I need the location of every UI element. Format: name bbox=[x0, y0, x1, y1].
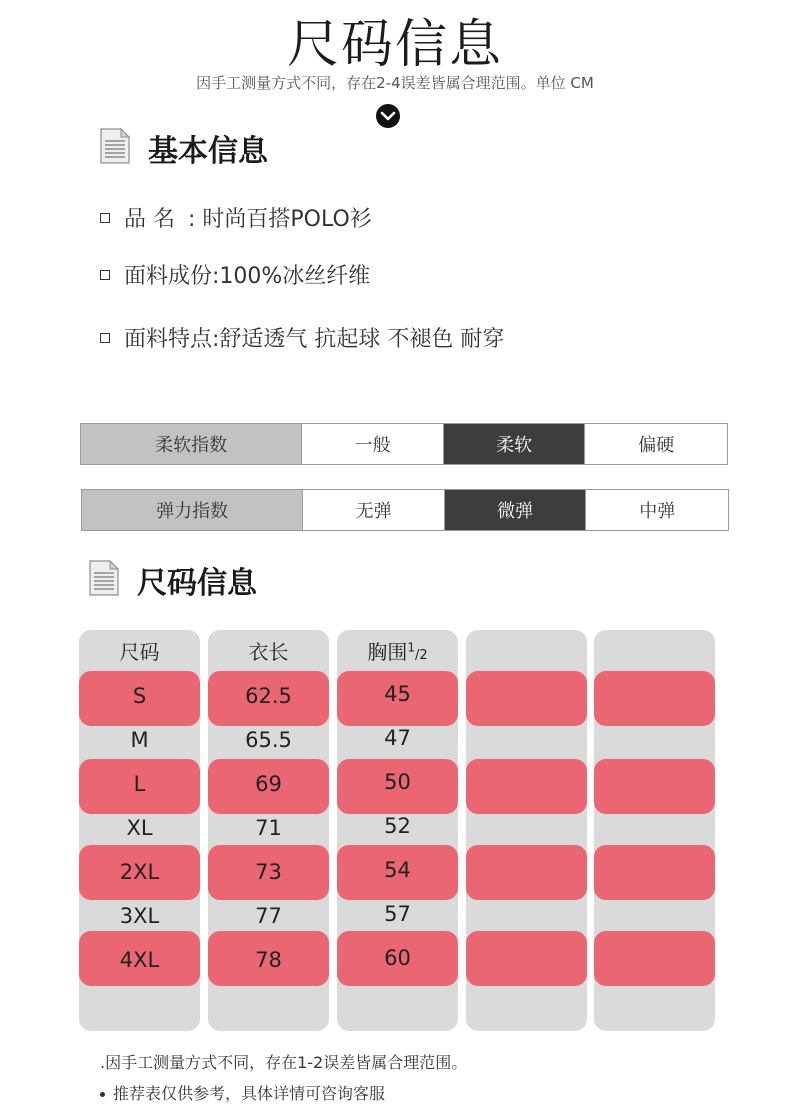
size-value: S bbox=[132, 684, 147, 708]
chest-value: 60 bbox=[384, 946, 411, 970]
length-column bbox=[208, 630, 329, 1031]
size-value: 3XL bbox=[119, 904, 160, 928]
length-value: 71 bbox=[255, 816, 282, 840]
size-column bbox=[79, 630, 200, 1031]
chest-value: 47 bbox=[384, 726, 411, 750]
chest-fraction-num: 1 bbox=[407, 640, 415, 655]
bullet-square-icon bbox=[100, 213, 110, 223]
highlight-band bbox=[466, 845, 587, 900]
elasticity-option-medium: 中弹 bbox=[639, 501, 676, 522]
chest-value: 52 bbox=[384, 814, 411, 838]
elasticity-option-none: 无弹 bbox=[303, 490, 445, 530]
softness-option-hard: 偏硬 bbox=[638, 435, 675, 456]
bullet-square-icon bbox=[100, 270, 110, 280]
elasticity-label: 弹力指数 bbox=[82, 490, 303, 530]
product-key-char-2: 名 bbox=[153, 207, 176, 232]
features-text: 面料特点:舒适透气 抗起球 不褪色 耐穿 bbox=[124, 327, 505, 352]
length-value: 77 bbox=[255, 904, 282, 928]
highlight-band bbox=[466, 759, 587, 814]
softness-option-normal: 一般 bbox=[302, 424, 444, 464]
chest-value: 45 bbox=[384, 682, 411, 706]
bullet-square-icon bbox=[100, 333, 110, 343]
highlight-band bbox=[466, 671, 587, 726]
length-column-header: 衣长 bbox=[248, 640, 289, 664]
highlight-band bbox=[466, 931, 587, 986]
length-value: 73 bbox=[255, 860, 282, 884]
product-name-row bbox=[100, 202, 372, 233]
recommendation-note bbox=[100, 1081, 385, 1104]
size-value: M bbox=[130, 728, 149, 752]
features-row bbox=[100, 322, 504, 353]
product-name-key bbox=[124, 202, 188, 233]
document-icon bbox=[100, 128, 130, 164]
chest-fraction-den: /2 bbox=[414, 648, 428, 663]
measurement-subtitle: 因手工测量方式不同，存在2-4误差皆属合理范围。单位 CM bbox=[196, 74, 594, 92]
size-column-header: 尺码 bbox=[119, 640, 160, 664]
chest-value: 50 bbox=[384, 770, 411, 794]
highlight-band bbox=[594, 759, 715, 814]
softness-scale bbox=[80, 423, 728, 465]
size-value: L bbox=[133, 772, 146, 796]
measurement-note: .因手工测量方式不同，存在1-2误差皆属合理范围。 bbox=[100, 1053, 468, 1072]
fabric-text: 面料成份:100%冰丝纤维 bbox=[124, 264, 371, 289]
bullet-dot-icon bbox=[100, 1092, 105, 1097]
product-key-char-1: 品 bbox=[124, 207, 147, 232]
basic-info-title: 基本信息 bbox=[148, 134, 268, 169]
chest-value: 57 bbox=[384, 902, 411, 926]
fabric-row bbox=[100, 259, 370, 290]
chest-value: 54 bbox=[384, 858, 411, 882]
chest-column bbox=[337, 630, 458, 1031]
length-value: 69 bbox=[255, 772, 282, 796]
highlight-band bbox=[594, 671, 715, 726]
softness-option-soft: 柔软 bbox=[444, 424, 586, 464]
softness-label: 柔软指数 bbox=[81, 424, 302, 464]
length-value: 65.5 bbox=[245, 728, 292, 752]
empty-column-1 bbox=[466, 630, 587, 1031]
empty-column-2 bbox=[594, 630, 715, 1031]
chevron-down-icon bbox=[376, 104, 400, 128]
length-value: 62.5 bbox=[245, 684, 292, 708]
highlight-band bbox=[594, 931, 715, 986]
page-title: 尺码信息 bbox=[286, 15, 503, 75]
highlight-band bbox=[594, 845, 715, 900]
product-name-value: : 时尚百搭POLO衫 bbox=[188, 207, 372, 232]
length-value: 78 bbox=[255, 948, 282, 972]
recommendation-text: 推荐表仅供参考，具体详情可咨询客服 bbox=[113, 1084, 386, 1103]
size-info-title: 尺码信息 bbox=[137, 566, 257, 601]
elasticity-scale bbox=[81, 489, 729, 531]
chest-column-header bbox=[337, 636, 458, 665]
size-value: XL bbox=[126, 816, 153, 840]
size-value: 4XL bbox=[119, 948, 160, 972]
chest-header-label: 胸围 bbox=[367, 640, 408, 664]
elasticity-option-slight: 微弹 bbox=[445, 490, 587, 530]
document-icon bbox=[89, 560, 119, 596]
size-value: 2XL bbox=[119, 860, 160, 884]
